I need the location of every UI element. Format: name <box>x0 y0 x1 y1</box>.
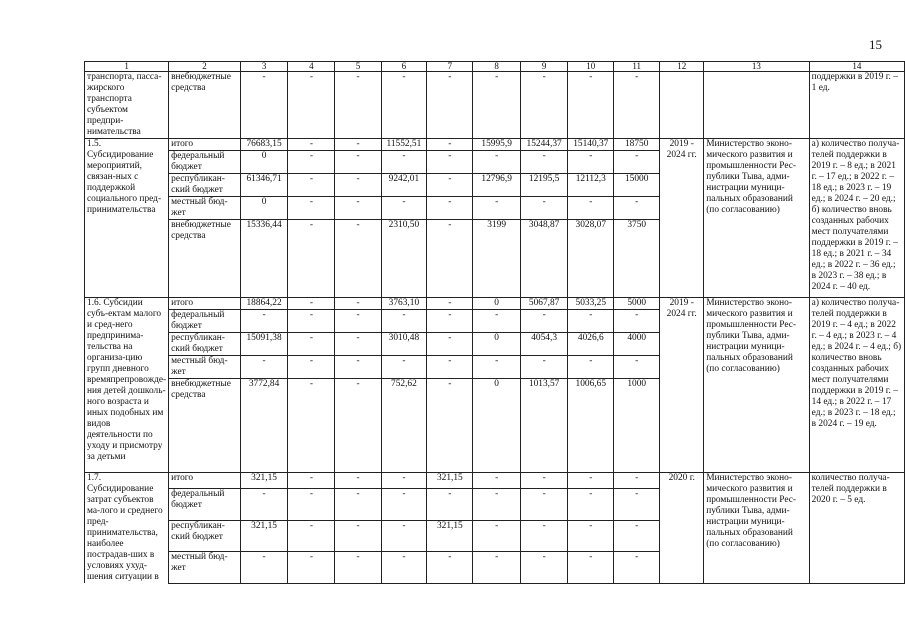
header-cell: 2 <box>169 62 241 72</box>
value-cell: 321,15 <box>427 473 473 489</box>
value-cell: - <box>381 72 427 139</box>
value-cell: - <box>288 151 335 174</box>
value-cell: - <box>335 72 381 139</box>
value-cell: 3028,07 <box>568 220 614 298</box>
value-cell: - <box>427 197 473 220</box>
value-cell: 321,15 <box>240 473 288 489</box>
value-cell: - <box>335 139 381 151</box>
value-cell: 752,62 <box>381 379 427 473</box>
value-cell: - <box>240 310 288 333</box>
value-cell: - <box>335 488 381 520</box>
value-cell: 5033,25 <box>568 298 614 310</box>
value-cell: - <box>427 298 473 310</box>
executor-cell: Министерство эконо-мического развития и промышленности Рес-публики Тыва, адми-нистрации муници-пальных образований (по согласованию) <box>704 298 809 473</box>
value-cell: - <box>427 333 473 356</box>
value-cell: - <box>381 310 427 333</box>
value-cell: 12112,3 <box>568 174 614 197</box>
header-cell: 4 <box>288 62 335 72</box>
result-cell: а) количество получа-телей поддержки в 2019 г. – 4 ед.; в 2022 г. – 4 ед.; в 2023 г. – 4 ед.; в 2024 г. – 4 ед.; б) количество вновь созданных рабочих мест получателями поддержки в 2019 г. – 14 ед.; в 2022 г. – 17 ед.; в 2023 г. – 18 ед.; в 2024 г. – 19 ед. <box>809 298 904 473</box>
funding-source: республикан-ский бюджет <box>169 174 241 197</box>
table-row <box>85 473 905 489</box>
value-cell: - <box>381 551 427 583</box>
value-cell: 4000 <box>614 333 660 356</box>
value-cell: - <box>288 298 335 310</box>
value-cell: 15995,9 <box>473 139 520 151</box>
header-cell: 13 <box>704 62 809 72</box>
value-cell: - <box>288 473 335 489</box>
value-cell: - <box>288 356 335 379</box>
value-cell: - <box>240 356 288 379</box>
value-cell: - <box>335 174 381 197</box>
value-cell: - <box>520 520 568 551</box>
measure-name: 1.5. Субсидирование мероприятий, связан-ных с поддержкой социального пред-принимательства <box>85 139 169 298</box>
value-cell: - <box>473 520 520 551</box>
value-cell: - <box>240 72 288 139</box>
value-cell: - <box>568 551 614 583</box>
value-cell: - <box>335 333 381 356</box>
value-cell: 18864,22 <box>240 298 288 310</box>
value-cell: 0 <box>240 151 288 174</box>
funding-source: внебюджетные средства <box>169 72 241 139</box>
value-cell: - <box>427 72 473 139</box>
value-cell: 11552,51 <box>381 139 427 151</box>
value-cell: 1013,57 <box>520 379 568 473</box>
value-cell: - <box>473 72 520 139</box>
value-cell: - <box>427 220 473 298</box>
value-cell: - <box>288 197 335 220</box>
measure-name: транспорта, пасса-жирского транспорта субъектом предпри-нимательства <box>85 72 169 139</box>
value-cell: 321,15 <box>427 520 473 551</box>
header-cell: 1 <box>85 62 169 72</box>
value-cell: - <box>473 151 520 174</box>
value-cell: - <box>335 310 381 333</box>
result-cell: количество получа-телей поддержки в 2020 г. – 5 ед. <box>809 473 904 584</box>
value-cell: - <box>473 197 520 220</box>
funding-source: местный бюд-жет <box>169 197 241 220</box>
funding-source: итого <box>169 139 241 151</box>
value-cell: - <box>473 356 520 379</box>
value-cell: 12195,5 <box>520 174 568 197</box>
value-cell: 4054,3 <box>520 333 568 356</box>
value-cell: 5067,87 <box>520 298 568 310</box>
continuation-row <box>85 72 905 139</box>
value-cell: - <box>427 356 473 379</box>
value-cell: 1006,65 <box>568 379 614 473</box>
value-cell: 0 <box>240 197 288 220</box>
header-cell: 7 <box>427 62 473 72</box>
value-cell: - <box>335 551 381 583</box>
value-cell: - <box>288 310 335 333</box>
value-cell: 3048,87 <box>520 220 568 298</box>
value-cell: - <box>381 520 427 551</box>
table-row <box>85 139 905 151</box>
value-cell: - <box>288 72 335 139</box>
value-cell: 3750 <box>614 220 660 298</box>
value-cell: - <box>381 356 427 379</box>
value-cell: 3199 <box>473 220 520 298</box>
value-cell: - <box>614 310 660 333</box>
value-cell: - <box>427 139 473 151</box>
value-cell: 15091,38 <box>240 333 288 356</box>
value-cell: - <box>427 174 473 197</box>
value-cell: 0 <box>473 333 520 356</box>
value-cell: - <box>288 174 335 197</box>
measure-name: 1.6. Субсидии субъ-ектам малого и сред-него предпринима-тельства на организа-цию групп дневного времяпрепровожде-ния детей дошколь-ного возраста и иных подобных им видов деятельности по уходу и присмотру за детьми <box>85 298 169 473</box>
header-cell: 5 <box>335 62 381 72</box>
value-cell: - <box>568 72 614 139</box>
value-cell: 15336,44 <box>240 220 288 298</box>
value-cell: - <box>381 473 427 489</box>
executor-cell <box>704 72 809 139</box>
value-cell: - <box>614 151 660 174</box>
value-cell: - <box>335 151 381 174</box>
funding-source: федеральный бюджет <box>169 488 241 520</box>
executor-cell: Министерство эконо-мического развития и промышленности Рес-публики Тыва, адми-нистрации муници-пальных образований (по согласованию) <box>704 139 809 298</box>
value-cell: 1000 <box>614 379 660 473</box>
funding-source: итого <box>169 473 241 489</box>
value-cell: - <box>614 197 660 220</box>
value-cell: - <box>614 520 660 551</box>
funding-source: федеральный бюджет <box>169 151 241 174</box>
value-cell: - <box>568 197 614 220</box>
value-cell: 15000 <box>614 174 660 197</box>
value-cell: - <box>381 197 427 220</box>
value-cell: - <box>288 220 335 298</box>
value-cell: - <box>288 488 335 520</box>
value-cell: - <box>568 151 614 174</box>
value-cell: 321,15 <box>240 520 288 551</box>
funding-source: республикан-ский бюджет <box>169 333 241 356</box>
period-cell: 2020 г. <box>660 473 704 584</box>
period-cell: 2019 - 2024 гг. <box>660 139 704 298</box>
value-cell: - <box>568 473 614 489</box>
page-number: 15 <box>869 37 882 52</box>
value-cell: - <box>240 551 288 583</box>
header-cell: 12 <box>660 62 704 72</box>
value-cell: 3763,10 <box>381 298 427 310</box>
value-cell: - <box>240 488 288 520</box>
value-cell: - <box>568 520 614 551</box>
header-cell: 11 <box>614 62 660 72</box>
executor-cell: Министерство эконо-мического развития и промышленности Рес-публики Тыва, адми-нистрации муници-пальных образований (по согласованию) <box>704 473 809 584</box>
funding-source: федеральный бюджет <box>169 310 241 333</box>
period-cell <box>660 72 704 139</box>
value-cell: - <box>335 356 381 379</box>
value-cell: - <box>614 72 660 139</box>
value-cell: 5000 <box>614 298 660 310</box>
value-cell: - <box>520 473 568 489</box>
header-cell: 9 <box>520 62 568 72</box>
value-cell: - <box>335 473 381 489</box>
value-cell: 15244,37 <box>520 139 568 151</box>
value-cell: - <box>381 488 427 520</box>
value-cell: 61346,71 <box>240 174 288 197</box>
value-cell: - <box>568 356 614 379</box>
value-cell: 3010,48 <box>381 333 427 356</box>
value-cell: - <box>427 310 473 333</box>
value-cell: 0 <box>473 298 520 310</box>
value-cell: - <box>520 310 568 333</box>
value-cell: 18750 <box>614 139 660 151</box>
funding-source: местный бюд-жет <box>169 551 241 583</box>
value-cell: 15140,37 <box>568 139 614 151</box>
value-cell: - <box>520 72 568 139</box>
value-cell: - <box>335 298 381 310</box>
value-cell: - <box>381 151 427 174</box>
value-cell: 12796,9 <box>473 174 520 197</box>
value-cell: - <box>335 520 381 551</box>
value-cell: 76683,15 <box>240 139 288 151</box>
value-cell: - <box>614 551 660 583</box>
value-cell: 4026,6 <box>568 333 614 356</box>
value-cell: - <box>568 310 614 333</box>
result-cell: поддержки в 2019 г. – 1 ед. <box>809 72 904 139</box>
table-row <box>85 298 905 310</box>
period-cell: 2019 - 2024 гг. <box>660 298 704 473</box>
value-cell: - <box>427 488 473 520</box>
value-cell: - <box>520 197 568 220</box>
value-cell: - <box>473 551 520 583</box>
value-cell: - <box>335 220 381 298</box>
value-cell: - <box>614 473 660 489</box>
value-cell: - <box>335 379 381 473</box>
header-cell: 14 <box>809 62 904 72</box>
value-cell: 2310,50 <box>381 220 427 298</box>
header-cell: 3 <box>240 62 288 72</box>
value-cell: - <box>520 356 568 379</box>
value-cell: - <box>288 551 335 583</box>
result-cell: а) количество получа-телей поддержки в 2019 г. – 8 ед.; в 2021 г. – 17 ед.; в 2022 г. – 18 ед.; в 2023 г. – 19 ед.; в 2024 г. – 20 ед.; б) количество вновь созданных рабочих мест получателями поддержки в 2019 г. – 18 ед.; в 2021 г. – 34 ед.; в 2022 г. – 36 ед.; в 2023 г. – 38 ед.; в 2024 г. – 40 ед. <box>809 139 904 298</box>
value-cell: - <box>520 551 568 583</box>
value-cell: - <box>520 151 568 174</box>
funding-source: итого <box>169 298 241 310</box>
value-cell: - <box>288 333 335 356</box>
header-cell: 8 <box>473 62 520 72</box>
header-cell: 6 <box>381 62 427 72</box>
value-cell: - <box>614 356 660 379</box>
measure-name: 1.7. Субсидирование затрат субъектов ма-лого и среднего пред-принимательства, наиболее пострадав-ших в условиях ухуд-шения ситуации в <box>85 473 169 584</box>
funding-source: внебюджетные средства <box>169 379 241 473</box>
value-cell: - <box>427 379 473 473</box>
value-cell: - <box>473 473 520 489</box>
program-table <box>84 61 905 584</box>
value-cell: - <box>520 488 568 520</box>
value-cell: - <box>427 151 473 174</box>
value-cell: 9242,01 <box>381 174 427 197</box>
value-cell: - <box>288 520 335 551</box>
funding-source: республикан-ский бюджет <box>169 520 241 551</box>
value-cell: 3772,84 <box>240 379 288 473</box>
value-cell: - <box>473 488 520 520</box>
value-cell: - <box>427 551 473 583</box>
funding-source: внебюджетные средства <box>169 220 241 298</box>
value-cell: - <box>335 197 381 220</box>
value-cell: 0 <box>473 379 520 473</box>
value-cell: - <box>568 488 614 520</box>
value-cell: - <box>614 488 660 520</box>
value-cell: - <box>288 379 335 473</box>
funding-source: местный бюд-жет <box>169 356 241 379</box>
value-cell: - <box>288 139 335 151</box>
header-row <box>85 62 905 72</box>
header-cell: 10 <box>568 62 614 72</box>
value-cell: - <box>473 310 520 333</box>
